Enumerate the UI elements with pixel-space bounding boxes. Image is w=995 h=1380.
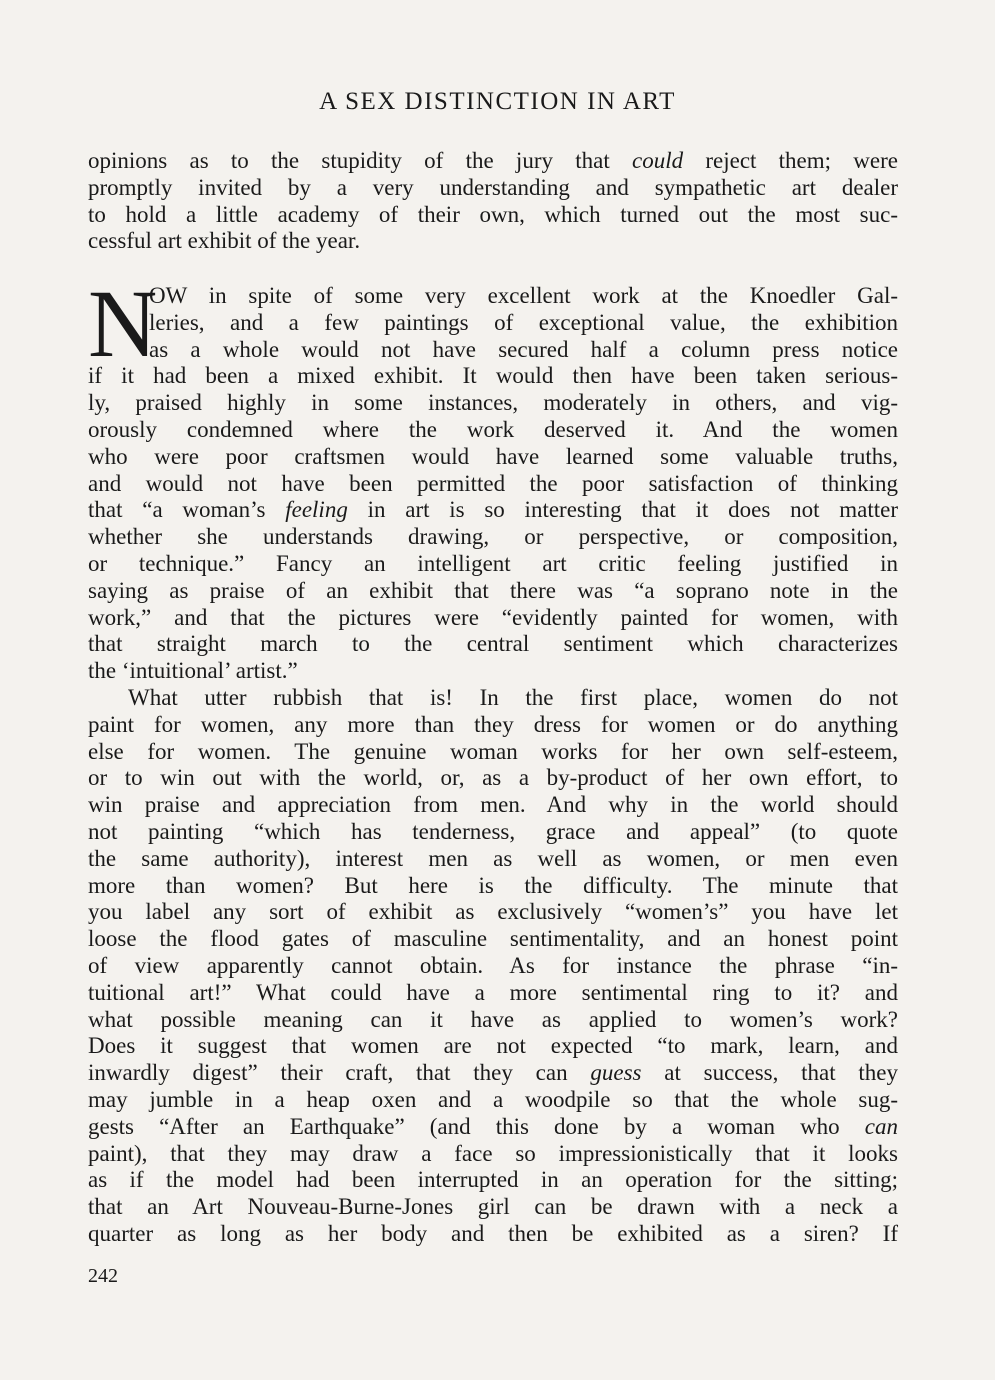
text-run: at success, that they (641, 1060, 898, 1086)
text-run: and would not have been permitted the poor satisfaction of thinking (88, 470, 898, 496)
text-run: or technique.” Fancy an intelligent art critic feeling justified in (88, 550, 898, 576)
text-run: the same authority), interest men as well as women, or men even (88, 845, 898, 871)
text-run: who were poor craftsmen would have learned some valuable truths, (88, 443, 898, 469)
text-line (88, 1114, 898, 1141)
text-run: more than women? But here is the difficulty. The minute that (88, 872, 898, 898)
text-run: work,” and that the pictures were “evidently painted for women, with (88, 604, 898, 630)
text-run: what possible meaning can it have as applied to women’s work? (88, 1006, 898, 1032)
text-run: to hold a little academy of their own, which turned out the most suc- (88, 201, 898, 227)
text-line (88, 390, 898, 417)
text-run: of view apparently cannot obtain. As for instance the phrase “in- (88, 952, 898, 978)
text-line (88, 551, 898, 578)
text-run: else for women. The genuine woman works for her own self-esteem, (88, 738, 898, 764)
text-line (88, 631, 898, 658)
text-run: paint), that they may draw a face so impressionistically that it looks (88, 1140, 898, 1166)
text-line (88, 765, 898, 792)
text-line (88, 873, 898, 900)
text-line (88, 658, 898, 685)
text-line (88, 1141, 898, 1168)
text-run: not painting “which has tenderness, grace and appeal” (to quote (88, 818, 898, 844)
text-run: ly, praised highly in some instances, moderately in others, and vig- (88, 390, 898, 416)
text-run: if it had been a mixed exhibit. It would then have been taken serious- (88, 363, 898, 389)
text-line (88, 926, 898, 953)
text-line (88, 497, 898, 524)
text-run: Does it suggest that women are not expected “to mark, learn, and (88, 1033, 898, 1059)
text-run: loose the flood gates of masculine sentimentality, and an honest point (88, 926, 898, 952)
paragraph-main (88, 363, 898, 685)
text-line (88, 471, 898, 498)
text-line (88, 1060, 898, 1087)
text-run: cessful art exhibit of the year. (88, 228, 361, 254)
text-line (88, 1167, 898, 1194)
paragraph-rubbish (88, 685, 898, 1248)
running-head: A SEX DISTINCTION IN ART (319, 88, 676, 115)
drop-cap-letter: N (88, 270, 158, 377)
text-run: whether she understands drawing, or perspective, or composition, (88, 524, 898, 550)
text-line (88, 899, 898, 926)
text-line (88, 685, 898, 712)
text-line (88, 444, 898, 471)
italic-text-run: feeling (285, 497, 348, 523)
text-line (88, 148, 898, 175)
text-run: orously condemned where the work deserved it. And the women (88, 416, 898, 442)
text-run: or to win out with the world, or, as a by-product of her own effort, to (88, 765, 898, 791)
text-line (88, 953, 898, 980)
text-line: as a whole would not have secured half a column press notice (149, 336, 898, 362)
text-run: that “a woman’s (88, 497, 286, 523)
text-run: win praise and appreciation from men. And why in the world should (88, 792, 898, 818)
text-run: paint for women, any more than they dress for women or do anything (88, 711, 898, 737)
text-run: reject them; were (683, 148, 898, 173)
text-line (88, 1007, 898, 1034)
text-run: that an Art Nouveau-Burne-Jones girl can be drawn with a neck a (88, 1194, 898, 1220)
text-run: saying as praise of an exhibit that there was “a soprano note in the (88, 577, 898, 603)
text-line (88, 819, 898, 846)
italic-text-run: guess (590, 1060, 642, 1086)
text-line (88, 202, 898, 229)
text-run: tuitional art!” What could have a more sentimental ring to it? and (88, 979, 898, 1005)
text-line (88, 175, 898, 202)
text-line (88, 228, 898, 255)
text-line (88, 417, 898, 444)
text-run: gests “After an Earthquake” (and this done by a woman who (88, 1113, 865, 1139)
text-run: that straight march to the central sentiment which characterizes (88, 631, 898, 657)
text-run: the ‘intuitional’ artist.” (88, 658, 298, 684)
paragraph-continuation (88, 148, 898, 255)
text-line (88, 712, 898, 739)
text-line (88, 1033, 898, 1060)
text-line (88, 363, 898, 390)
text-line (88, 846, 898, 873)
text-line (88, 739, 898, 766)
text-run: quarter as long as her body and then be exhibited as a siren? If (88, 1220, 898, 1246)
text-line: leries, and a few paintings of exceptional value, the exhibition (149, 309, 898, 335)
text-run: promptly invited by a very understanding and sympathetic art dealer (88, 174, 898, 200)
text-line (88, 1087, 898, 1114)
text-run: inwardly digest” their craft, that they can (88, 1060, 591, 1086)
text-run: as if the model had been interrupted in an operation for the sitting; (88, 1167, 898, 1193)
text-line (88, 578, 898, 605)
text-line: OW in spite of some very excellent work at the Knoedler Gal- (149, 283, 898, 308)
text-run: you label any sort of exhibit as exclusively “women’s” you have let (88, 899, 898, 925)
text-run: opinions as to the stupidity of the jury that (88, 148, 632, 173)
text-line (88, 1221, 898, 1248)
text-line (88, 792, 898, 819)
italic-text-run: could (631, 148, 684, 173)
text-line (88, 605, 898, 632)
text-line (88, 524, 898, 551)
text-line (88, 1194, 898, 1221)
text-run: in art is so interesting that it does not matter (347, 497, 898, 523)
text-run: What utter rubbish that is! In the first place, women do not (128, 685, 898, 710)
text-line (88, 980, 898, 1007)
italic-text-run: can (864, 1113, 898, 1139)
text-run: may jumble in a heap oxen and a woodpile so that the whole sug- (88, 1086, 898, 1112)
page-number: 242 (88, 1265, 118, 1287)
